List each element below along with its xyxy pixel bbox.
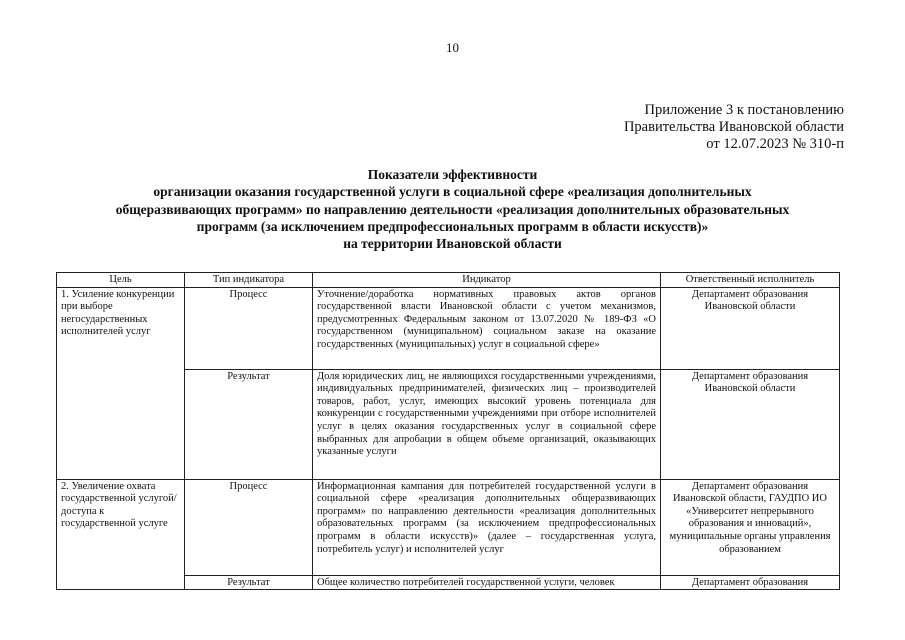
title-line: организации оказания государственной услуги в социальной сфере «реализация дополнительных bbox=[153, 184, 752, 200]
responsible-cell: Департамент образования bbox=[661, 575, 840, 590]
document-title bbox=[60, 166, 845, 252]
indicator-type-cell: Результат bbox=[185, 369, 313, 479]
indicator-cell: Доля юридических лиц, не являющихся государственными учреждениями, индивидуальных предпринимателей, физических лиц – производителей товаров, работ, услуг, имеющих высокий уровень потенциала для конкуренции с государственными учреждениями при отборе исполнителей услуг в целях оказания государственных услуг в социальной сфере выбранных для апробации в общем объеме организаций, оказывающих указанные услуги bbox=[313, 369, 661, 479]
appendix-line: Приложение 3 к постановлению bbox=[644, 102, 844, 118]
indicator-cell: Информационная кампания для потребителей государственной услуги в социальной сфере «реализация дополнительных общеразвивающих программ» по направлению деятельности «реализация дополнительных образовательных программ (за исключением предпрофессиональных программ в области искусств)» (далее – государственная услуга, потребитель услуг) и исполнителей услуг bbox=[313, 479, 661, 575]
goal-cell: 2. Увеличение охвата государственной услугой/доступа к государственной услуге bbox=[57, 479, 185, 590]
indicator-type-cell: Процесс bbox=[185, 287, 313, 369]
responsible-cell: Департамент образования Ивановской области bbox=[661, 287, 840, 369]
indicator-cell: Уточнение/доработка нормативных правовых актов органов государственной власти Ивановской области с учетом механизмов, предусмотренных Федеральным законом от 13.07.2020 № 189-ФЗ «О государственном (муниципальном) социальном заказе на оказание государственных (муниципальных) услуг в социальной сфере» bbox=[313, 287, 661, 369]
appendix-line: Правительства Ивановской области bbox=[623, 119, 844, 135]
title-line: общеразвивающих программ» по направлению деятельности «реализация дополнительных образовательных bbox=[115, 201, 790, 217]
page-number: 10 bbox=[446, 40, 459, 55]
responsible-cell: Департамент образования Ивановской области bbox=[661, 369, 840, 479]
indicator-type-cell: Результат bbox=[185, 575, 313, 590]
table-row bbox=[57, 287, 840, 369]
indicator-type-cell: Процесс bbox=[185, 479, 313, 575]
title-line: Показатели эффективности bbox=[367, 167, 538, 182]
goal-cell: 1. Усиление конкуренции при выборе негосударственных исполнителей услуг bbox=[57, 287, 185, 479]
header-goal: Цель bbox=[57, 273, 185, 288]
responsible-cell: Департамент образования Ивановской области, ГАУДПО ИО «Университет непрерывного образования и инноваций», муниципальные органы управления образованием bbox=[661, 479, 840, 575]
appendix-date-line: от 12.07.2023 № 310-п bbox=[706, 136, 844, 152]
title-line: программ (за исключением предпрофессиональных программ в области искусств)» bbox=[196, 218, 709, 234]
indicators-table bbox=[56, 272, 840, 590]
appendix-reference bbox=[624, 102, 844, 153]
header-indicator: Индикатор bbox=[313, 273, 661, 288]
header-responsible: Ответственный исполнитель bbox=[661, 273, 840, 288]
table-header-row bbox=[57, 273, 840, 288]
header-indicator-type: Тип индикатора bbox=[185, 273, 313, 288]
indicator-cell: Общее количество потребителей государственной услуги, человек bbox=[313, 575, 661, 590]
table-row bbox=[57, 479, 840, 575]
title-line: на территории Ивановской области bbox=[343, 236, 562, 252]
